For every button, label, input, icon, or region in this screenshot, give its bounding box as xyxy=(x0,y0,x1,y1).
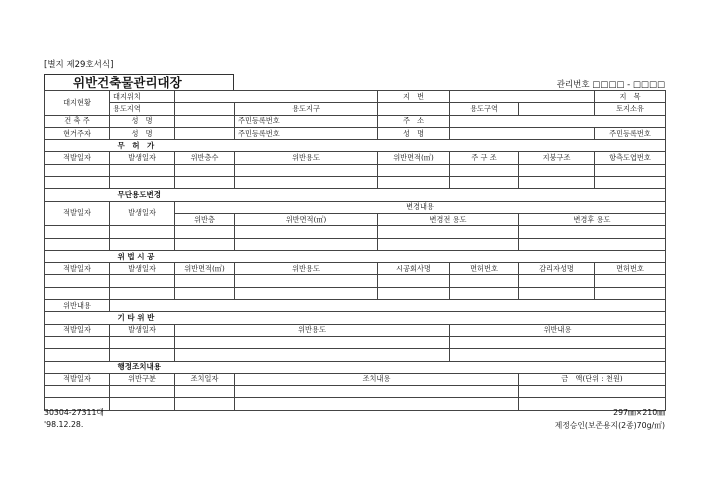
illegal-col: 면허번호 xyxy=(450,263,519,275)
unauth-change-label: 변경내용 xyxy=(175,201,666,213)
site-location-value[interactable] xyxy=(175,91,378,103)
unlicensed-col: 위반층수 xyxy=(175,152,235,164)
resident-reg-label: 주민등록번호 xyxy=(235,127,378,139)
use-district-value[interactable] xyxy=(378,103,450,115)
unauth-occur-label: 발생일자 xyxy=(110,201,175,226)
other-header-row xyxy=(45,324,666,336)
owner-name-label: 성 명 xyxy=(110,115,175,127)
land-owner-label: 토지소유 xyxy=(595,103,666,115)
owner-label: 건 축 주 xyxy=(45,115,110,127)
resident-reg2-label: 주민등록번호 xyxy=(595,127,666,139)
document-title: 위반건축물관리대장 xyxy=(44,74,234,90)
site-status-label: 대지현황 xyxy=(45,91,110,116)
unauth-col: 위반층 xyxy=(175,213,235,225)
site-location-label: 대지위치 xyxy=(110,91,175,103)
admin-header-row xyxy=(45,373,666,385)
unauth-entry-row[interactable] xyxy=(45,238,666,250)
admin-col: 위반구분 xyxy=(110,373,175,385)
unlicensed-col: 위반용도 xyxy=(235,152,378,164)
violation-register-table xyxy=(44,90,666,411)
form-code: 30304-27311대 xyxy=(44,408,104,417)
paper-size: 297㎜×210㎜ xyxy=(613,408,665,417)
section-other-violation-title: 기 타 위 반 xyxy=(110,312,666,324)
owner-reg-label: 주민등록번호 xyxy=(235,115,378,127)
use-zone-label: 용도지역 xyxy=(110,103,175,115)
illegal-content-label: 위반내용 xyxy=(45,300,110,312)
unlicensed-col: 발생일자 xyxy=(110,152,175,164)
other-col: 발생일자 xyxy=(110,324,175,336)
admin-col: 조치내용 xyxy=(235,373,519,385)
lot-number-label: 지 번 xyxy=(378,91,450,103)
owner-name-value[interactable] xyxy=(175,115,235,127)
illegal-content-value[interactable] xyxy=(110,300,666,312)
use-zone-value[interactable] xyxy=(175,103,235,115)
unlicensed-header-row xyxy=(45,152,666,164)
paper-approval: 제정승인(보존용지(2종)70g/㎡) xyxy=(554,421,665,430)
unlicensed-col: 항측도엽번호 xyxy=(595,152,666,164)
use-area-label: 용도구역 xyxy=(450,103,519,115)
illegal-col: 감리자성명 xyxy=(519,263,595,275)
owner-address-value[interactable] xyxy=(450,115,666,127)
unauth-col: 변경후 용도 xyxy=(519,213,666,225)
illegal-col: 위반면적(㎡) xyxy=(175,263,235,275)
use-district-label: 용도지구 xyxy=(235,103,378,115)
illegal-col: 적발일자 xyxy=(45,263,110,275)
unlicensed-col: 위반면적(㎡) xyxy=(378,152,450,164)
owner-address-label: 주 소 xyxy=(378,115,450,127)
unlicensed-entry-row[interactable] xyxy=(45,177,666,189)
other-col: 위반용도 xyxy=(175,324,450,336)
lot-number-value[interactable] xyxy=(450,91,595,103)
section-unlicensed-title: 무 허 가 xyxy=(110,140,666,152)
admin-entry-row[interactable] xyxy=(45,398,666,410)
illegal-col: 위반용도 xyxy=(235,263,378,275)
illegal-col: 면허번호 xyxy=(595,263,666,275)
section-illegal-construction-title: 위 법 시 공 xyxy=(110,250,666,262)
unauth-col: 위반면적(㎡) xyxy=(235,213,378,225)
resident-label: 현거주자 xyxy=(45,127,110,139)
illegal-col: 시공회사명 xyxy=(378,263,450,275)
form-date: '98.12.28. xyxy=(44,420,84,429)
illegal-entry-row[interactable] xyxy=(45,275,666,287)
illegal-header-row xyxy=(45,263,666,275)
resident-name-value[interactable] xyxy=(175,127,235,139)
unlicensed-col: 지붕구조 xyxy=(519,152,595,164)
management-number-label: 관리번호 □□□□ - □□□□ xyxy=(556,80,665,90)
resident-name2-value[interactable] xyxy=(450,127,595,139)
unauth-col: 변경전 용도 xyxy=(378,213,519,225)
other-col: 위반내용 xyxy=(450,324,666,336)
resident-name2-label: 성 명 xyxy=(378,127,450,139)
land-category-label: 지 목 xyxy=(595,91,666,103)
admin-col: 금 액(단위 : 천원) xyxy=(519,373,666,385)
form-number-tag: [별지 제29호서식] xyxy=(44,60,114,70)
unlicensed-col: 주 구 조 xyxy=(450,152,519,164)
section-admin-measure-title: 행정조치내용 xyxy=(110,361,666,373)
illegal-entry-row[interactable] xyxy=(45,287,666,299)
admin-col: 적발일자 xyxy=(45,373,110,385)
section-unauth-use-title: 무단용도변경 xyxy=(110,189,666,201)
unauth-entry-row[interactable] xyxy=(45,226,666,238)
admin-entry-row[interactable] xyxy=(45,386,666,398)
resident-name-label: 성 명 xyxy=(110,127,175,139)
unlicensed-entry-row[interactable] xyxy=(45,164,666,176)
other-entry-row[interactable] xyxy=(45,336,666,348)
use-area-value[interactable] xyxy=(519,103,595,115)
other-entry-row[interactable] xyxy=(45,349,666,361)
unauth-detect-label: 적발일자 xyxy=(45,201,110,226)
illegal-col: 발생일자 xyxy=(110,263,175,275)
admin-col: 조치일자 xyxy=(175,373,235,385)
unlicensed-col: 적발일자 xyxy=(45,152,110,164)
other-col: 적발일자 xyxy=(45,324,110,336)
